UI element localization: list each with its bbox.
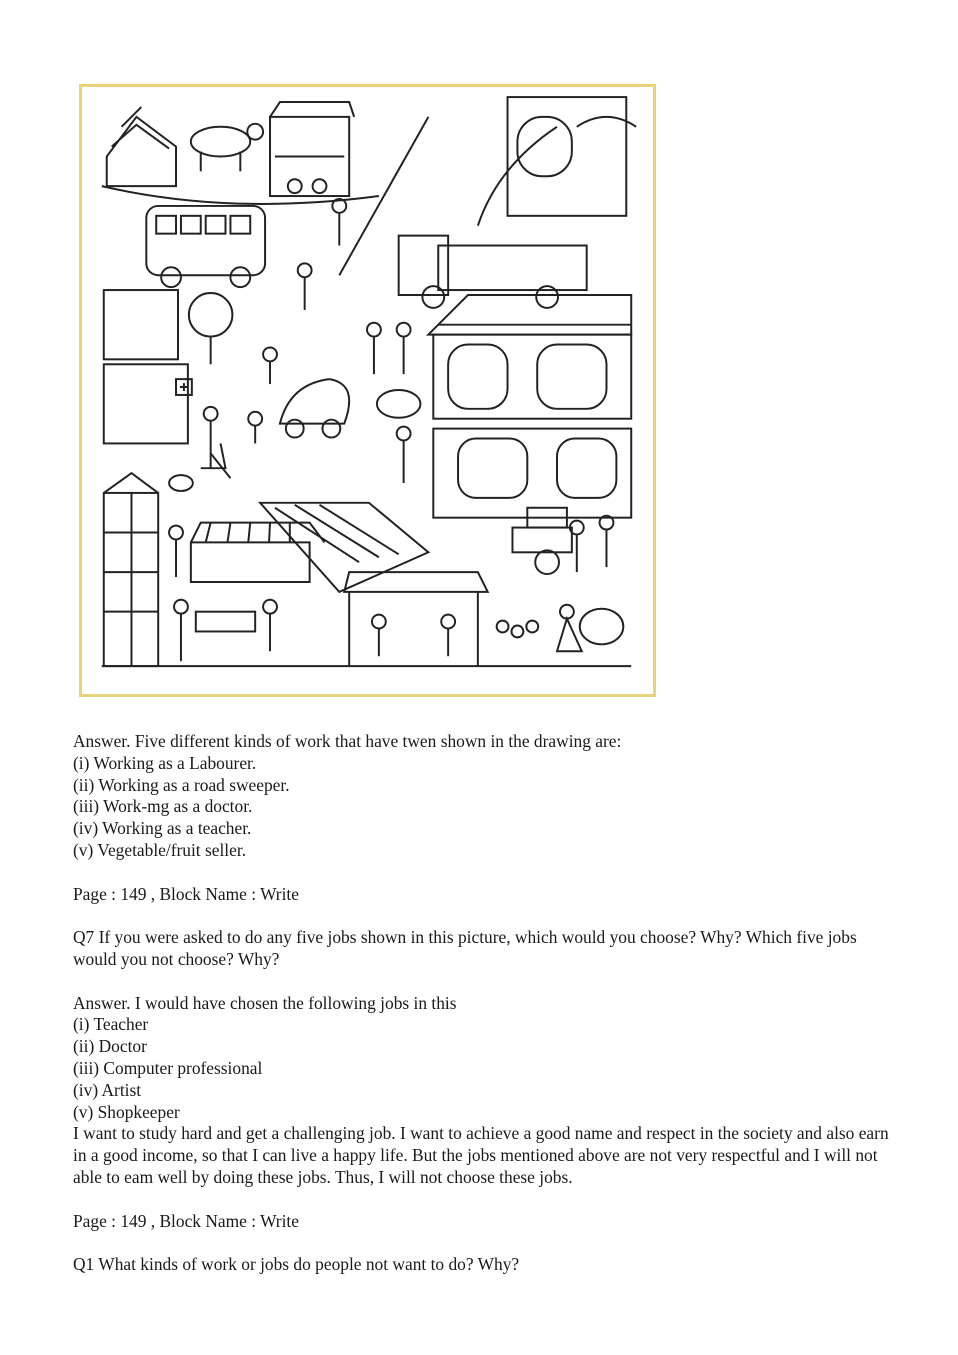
q7-item: (iii) Computer professional	[73, 1057, 263, 1078]
q1-question: Q1 What kinds of work or jobs do people not want to do? Why?	[73, 1254, 520, 1275]
answer1-item: (i) Working as a Labourer.	[73, 752, 257, 773]
answer1-item: (iii) Work-mg as a doctor.	[73, 796, 253, 817]
q7-item: (i) Teacher	[73, 1014, 149, 1035]
document-text	[73, 731, 903, 1276]
market-street-illustration	[79, 84, 656, 697]
q7-item: (iv) Artist	[73, 1079, 142, 1100]
answer1-intro: Answer. Five different kinds of work that have twen shown in the drawing are:	[73, 731, 622, 751]
q7-item: (ii) Doctor	[73, 1036, 147, 1057]
answer1-item: (ii) Working as a road sweeper.	[73, 774, 290, 795]
answer1-item: (iv) Working as a teacher.	[73, 818, 252, 839]
page-reference: Page : 149 , Block Name : Write	[73, 1210, 299, 1231]
q7-question: Q7 If you were asked to do any five jobs shown in this picture, which would you choose? Why? Which five jobs would you not choose? Why?	[73, 927, 857, 969]
q7-item: (v) Shopkeeper	[73, 1101, 180, 1122]
q7-answer-intro: Answer. I would have chosen the following jobs in this	[73, 992, 457, 1013]
q7-explanation: I want to study hard and get a challenging job. I want to achieve a good name and respect in the society and also earn in a good income, so that I can live a happy life. But the jobs mentioned above are not very respectful and I will not able to eam well by doing these jobs. Thus, I will not choose these jobs.	[73, 1123, 889, 1187]
page-reference: Page : 149 , Block Name : Write	[73, 883, 299, 904]
answer1-item: (v) Vegetable/fruit seller.	[73, 839, 247, 860]
